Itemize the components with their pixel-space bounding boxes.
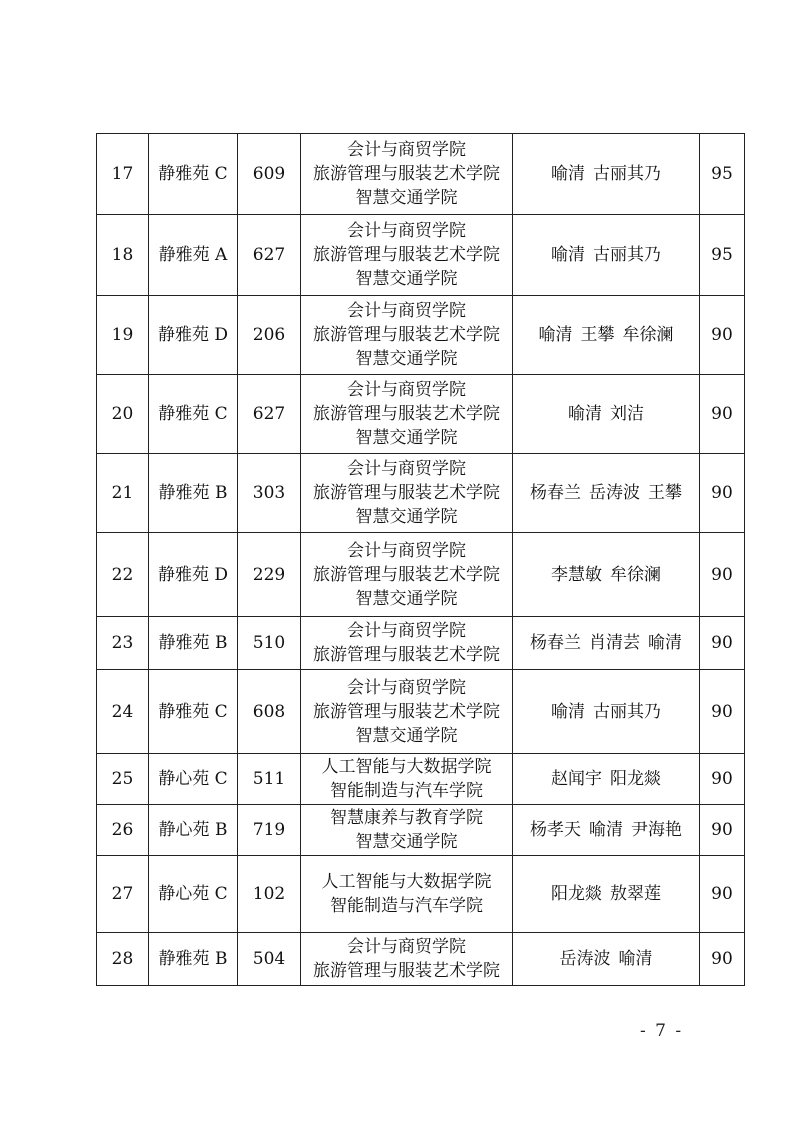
score-cell: 90 [700,670,745,754]
inspector-name: 敖翠莲 [610,884,661,904]
inspectors-cell [513,805,700,856]
score-cell: 90 [700,933,745,986]
inspector-name: 王攀 [648,483,682,503]
inspector-name: 阳龙燚 [551,884,602,904]
building-cell: 静心苑 C [149,754,238,805]
inspector-name: 刘洁 [610,404,644,424]
building-cell: 静雅苑 C [149,375,238,454]
building-cell: 静雅苑 C [149,134,238,215]
table-row [97,215,745,296]
row-number-cell: 26 [97,805,149,856]
inspector-name: 岳涛波 [589,483,640,503]
building-cell: 静雅苑 D [149,296,238,375]
table-row [97,856,745,933]
inspector-name: 喻清 [589,820,623,840]
department-name: 智慧交通学院 [355,588,458,609]
building-cell: 静雅苑 A [149,215,238,296]
score-cell: 95 [700,134,745,215]
department-name: 智慧交通学院 [355,832,458,852]
row-number-cell: 25 [97,754,149,805]
row-number-cell: 22 [97,533,149,617]
score-cell: 90 [700,296,745,375]
inspector-name: 杨春兰 [530,633,581,653]
row-number-cell: 17 [97,134,149,215]
inspector-name: 古丽其乃 [593,701,661,722]
department-name: 智慧交通学院 [355,349,458,369]
department-name: 智慧康养与教育学院 [330,808,483,828]
inspector-name: 牟徐澜 [622,325,674,345]
building-cell: 静雅苑 C [149,670,238,754]
score-cell: 90 [700,375,745,454]
department-name: 会计与商贸学院 [347,459,466,479]
table-row [97,933,745,986]
inspectors-cell [513,670,700,754]
score-cell: 90 [700,856,745,933]
department-name: 智能制造与汽车学院 [330,781,483,801]
department-name: 旅游管理与服装艺术学院 [313,701,500,722]
departments-cell [301,454,513,533]
department-name: 旅游管理与服装艺术学院 [313,564,500,585]
inspector-name: 王攀 [580,325,615,345]
department-name: 会计与商贸学院 [347,380,466,400]
departments-cell [301,215,513,296]
department-name: 旅游管理与服装艺术学院 [313,404,500,424]
department-name: 人工智能与大数据学院 [321,757,492,777]
table-row [97,617,745,670]
departments-cell [301,805,513,856]
inspector-name: 阳龙燚 [610,769,661,789]
room-cell: 102 [238,856,301,933]
inspectors-cell [513,134,700,215]
room-cell: 627 [238,375,301,454]
inspector-name: 杨春兰 [530,483,581,503]
inspector-name: 古丽其乃 [593,245,661,265]
score-cell: 90 [700,805,745,856]
inspectors-cell [513,754,700,805]
inspectors-cell [513,375,700,454]
department-name: 旅游管理与服装艺术学院 [313,164,500,184]
room-cell: 719 [238,805,301,856]
inspector-name: 牟徐澜 [610,564,661,585]
department-name: 旅游管理与服装艺术学院 [313,483,500,503]
inspectors-cell [513,856,700,933]
departments-cell [301,754,513,805]
row-number-cell: 21 [97,454,149,533]
inspector-name: 喻清 [568,404,602,424]
score-cell: 90 [700,617,745,670]
room-cell: 504 [238,933,301,986]
row-number-cell: 20 [97,375,149,454]
score-cell: 90 [700,754,745,805]
room-cell: 206 [238,296,301,375]
departments-cell [301,670,513,754]
departments-cell [301,933,513,986]
department-name: 智慧交通学院 [355,188,458,208]
department-name: 会计与商贸学院 [347,621,466,641]
row-number-cell: 27 [97,856,149,933]
room-cell: 608 [238,670,301,754]
department-name: 会计与商贸学院 [347,221,466,241]
row-number-cell: 24 [97,670,149,754]
room-cell: 511 [238,754,301,805]
table-row [97,754,745,805]
table-row [97,533,745,617]
inspection-results-table [96,133,745,986]
inspector-name: 喻清 [551,245,585,265]
table-body [97,134,745,986]
inspector-name: 杨孝天 [530,820,581,840]
inspectors-cell [513,454,700,533]
department-name: 智慧交通学院 [355,428,458,448]
inspector-name: 喻清 [551,701,585,722]
department-name: 会计与商贸学院 [347,301,466,321]
score-cell: 95 [700,215,745,296]
room-cell: 229 [238,533,301,617]
building-cell: 静雅苑 B [149,933,238,986]
department-name: 会计与商贸学院 [347,677,466,698]
inspectors-cell [513,533,700,617]
inspector-name: 李慧敏 [551,564,602,585]
inspector-name: 喻清 [551,164,585,184]
department-name: 人工智能与大数据学院 [321,872,492,892]
department-name: 智能制造与汽车学院 [330,896,483,916]
room-cell: 609 [238,134,301,215]
departments-cell [301,375,513,454]
inspectors-cell [513,933,700,986]
inspector-name: 喻清 [648,633,682,653]
room-cell: 303 [238,454,301,533]
inspectors-cell [513,296,700,375]
department-name: 旅游管理与服装艺术学院 [313,961,500,981]
department-name: 会计与商贸学院 [347,937,466,957]
inspector-name: 喻清 [618,949,653,969]
departments-cell [301,617,513,670]
department-name: 会计与商贸学院 [347,140,466,160]
departments-cell [301,533,513,617]
score-cell: 90 [700,533,745,617]
table-row [97,134,745,215]
row-number-cell: 28 [97,933,149,986]
departments-cell [301,134,513,215]
room-cell: 510 [238,617,301,670]
inspectors-cell [513,215,700,296]
page-number: - 7 - [640,1021,684,1041]
department-name: 会计与商贸学院 [347,540,466,561]
table-row [97,454,745,533]
department-name: 旅游管理与服装艺术学院 [313,325,500,345]
building-cell: 静雅苑 B [149,617,238,670]
building-cell: 静心苑 B [149,805,238,856]
department-name: 智慧交通学院 [355,507,458,527]
score-cell: 90 [700,454,745,533]
inspector-name: 赵闻宇 [551,769,602,789]
inspectors-cell [513,617,700,670]
building-cell: 静心苑 C [149,856,238,933]
building-cell: 静雅苑 D [149,533,238,617]
departments-cell [301,856,513,933]
row-number-cell: 23 [97,617,149,670]
table-row [97,670,745,754]
inspector-name: 古丽其乃 [593,164,661,184]
table-row [97,296,745,375]
inspector-name: 尹海艳 [631,820,682,840]
department-name: 旅游管理与服装艺术学院 [313,245,500,265]
department-name: 智慧交通学院 [355,269,458,289]
row-number-cell: 18 [97,215,149,296]
inspector-name: 肖清芸 [589,633,640,653]
building-cell: 静雅苑 B [149,454,238,533]
room-cell: 627 [238,215,301,296]
department-name: 智慧交通学院 [355,725,458,746]
table-row [97,375,745,454]
inspector-name: 喻清 [538,325,573,345]
table-row [97,805,745,856]
departments-cell [301,296,513,375]
department-name: 旅游管理与服装艺术学院 [313,645,500,665]
row-number-cell: 19 [97,296,149,375]
inspector-name: 岳涛波 [559,949,611,969]
